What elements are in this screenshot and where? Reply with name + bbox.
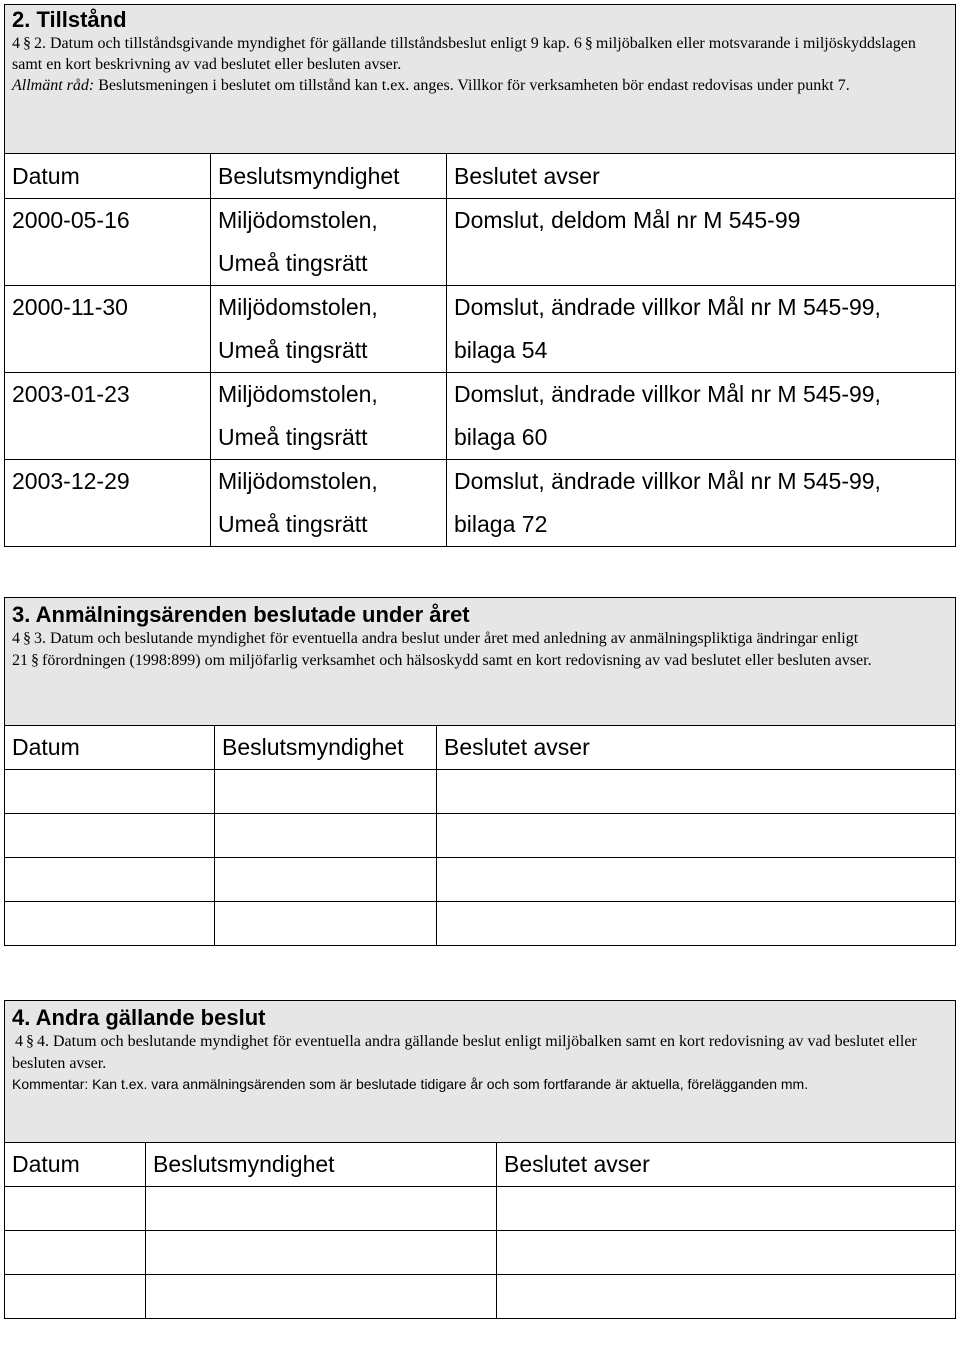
- column-header-authority: Beslutsmyndighet: [211, 154, 447, 199]
- empty-cell[interactable]: [146, 1275, 497, 1319]
- empty-cell[interactable]: [146, 1231, 497, 1275]
- section-other-decisions: [4, 1000, 956, 1319]
- column-header-date: Datum: [5, 726, 215, 770]
- table-row: [5, 286, 956, 373]
- table-row: [5, 770, 956, 814]
- table-row: [5, 460, 956, 547]
- row-date: 2000-11-30: [12, 294, 128, 320]
- empty-cell[interactable]: [497, 1231, 956, 1275]
- table-row: [5, 373, 956, 460]
- row-authority-line1: Miljödomstolen,: [218, 207, 378, 233]
- empty-cell[interactable]: [215, 770, 437, 814]
- empty-cell[interactable]: [5, 770, 215, 814]
- section-header-box: [4, 597, 956, 726]
- row-authority-line1: Miljödomstolen,: [218, 381, 378, 407]
- empty-cell[interactable]: [437, 858, 956, 902]
- table-row: [5, 1275, 956, 1319]
- empty-cell[interactable]: [5, 814, 215, 858]
- table-header-row: [5, 726, 956, 770]
- row-subject-line2: bilaga 54: [454, 337, 548, 363]
- section-tillstand: [4, 4, 956, 547]
- row-subject-line1: Domslut, ändrade villkor Mål nr M 545-99,: [454, 381, 881, 407]
- row-authority-line1: Miljödomstolen,: [218, 468, 378, 494]
- empty-cell[interactable]: [5, 1275, 146, 1319]
- row-authority-line2: Umeå tingsrätt: [218, 424, 368, 450]
- table-row: [5, 1187, 956, 1231]
- table-row: [5, 1231, 956, 1275]
- empty-cell[interactable]: [215, 902, 437, 946]
- row-subject-line2: bilaga 72: [454, 511, 548, 537]
- empty-cell[interactable]: [215, 814, 437, 858]
- section-description: 4 § 3. Datum och beslutande myndighet för eventuella andra beslut under året med anledning av anmälningspliktiga ändringar enligt 21 § förordningen (1998:899) om miljöfarlig verksamhet och hälsoskydd samt en kort redovisning av vad beslutet eller besluten avser.: [12, 630, 872, 669]
- empty-cell[interactable]: [437, 770, 956, 814]
- row-date: 2003-01-23: [12, 381, 130, 407]
- row-authority-line2: Umeå tingsrätt: [218, 337, 368, 363]
- column-header-subject: Beslutet avser: [447, 154, 956, 199]
- column-header-subject: Beslutet avser: [437, 726, 956, 770]
- column-header-date: Datum: [5, 1143, 146, 1187]
- table-row: [5, 902, 956, 946]
- row-subject-line2: [454, 242, 948, 285]
- column-header-date: Datum: [5, 154, 211, 199]
- row-date: 2000-05-16: [12, 207, 130, 233]
- column-header-authority: Beslutsmyndighet: [146, 1143, 497, 1187]
- table-row: [5, 858, 956, 902]
- row-date: 2003-12-29: [12, 468, 130, 494]
- column-header-authority: Beslutsmyndighet: [215, 726, 437, 770]
- section-title: 3. Anmälningsärenden beslutade under året: [12, 602, 470, 627]
- section-header-box: [4, 1000, 956, 1143]
- table-header-row: [5, 1143, 956, 1187]
- empty-cell[interactable]: [5, 902, 215, 946]
- general-advice: Allmänt råd: Beslutsmeningen i beslutet om tillstånd kan t.ex. anges. Villkor för verksamheten bör endast redovisas under punkt 7.: [12, 77, 850, 94]
- row-subject-line2: bilaga 60: [454, 424, 548, 450]
- empty-cell[interactable]: [5, 1187, 146, 1231]
- empty-cell[interactable]: [146, 1187, 497, 1231]
- section-description: 4 § 4. Datum och beslutande myndighet för eventuella andra gällande beslut enligt miljöbalken samt en kort redovisning av vad beslutet eller besluten avser.: [12, 1033, 917, 1072]
- other-decisions-table: [4, 1143, 956, 1319]
- table-row: [5, 199, 956, 286]
- row-authority-line2: Umeå tingsrätt: [218, 250, 368, 276]
- notifications-table: [4, 726, 956, 946]
- empty-cell[interactable]: [437, 902, 956, 946]
- row-authority-line1: Miljödomstolen,: [218, 294, 378, 320]
- row-authority-line2: Umeå tingsrätt: [218, 511, 368, 537]
- empty-cell[interactable]: [215, 858, 437, 902]
- table-header-row: [5, 154, 956, 199]
- section-notifications: [4, 597, 956, 946]
- section-title: 4. Andra gällande beslut: [12, 1005, 266, 1030]
- empty-cell[interactable]: [5, 1231, 146, 1275]
- section-description: 4 § 2. Datum och tillståndsgivande myndighet för gällande tillståndsbeslut enligt 9 kap. 6 § miljöbalken eller motsvarande i miljöskyddslagen samt en kort beskrivning av vad beslutet eller besluten avser.: [12, 35, 916, 73]
- row-subject-line1: Domslut, ändrade villkor Mål nr M 545-99,: [454, 468, 881, 494]
- section-header-box: [4, 4, 956, 154]
- section-title: 2. Tillstånd: [12, 7, 127, 32]
- comment-text: Kommentar: Kan t.ex. vara anmälningsärenden som är beslutade tidigare år och som fortfarande är aktuella, förelägganden mm.: [12, 1076, 809, 1092]
- row-subject-line1: Domslut, deldom Mål nr M 545-99: [454, 207, 801, 233]
- permits-table: [4, 154, 956, 547]
- row-subject-line1: Domslut, ändrade villkor Mål nr M 545-99,: [454, 294, 881, 320]
- table-row: [5, 814, 956, 858]
- column-header-subject: Beslutet avser: [497, 1143, 956, 1187]
- empty-cell[interactable]: [5, 858, 215, 902]
- empty-cell[interactable]: [497, 1187, 956, 1231]
- empty-cell[interactable]: [497, 1275, 956, 1319]
- empty-cell[interactable]: [437, 814, 956, 858]
